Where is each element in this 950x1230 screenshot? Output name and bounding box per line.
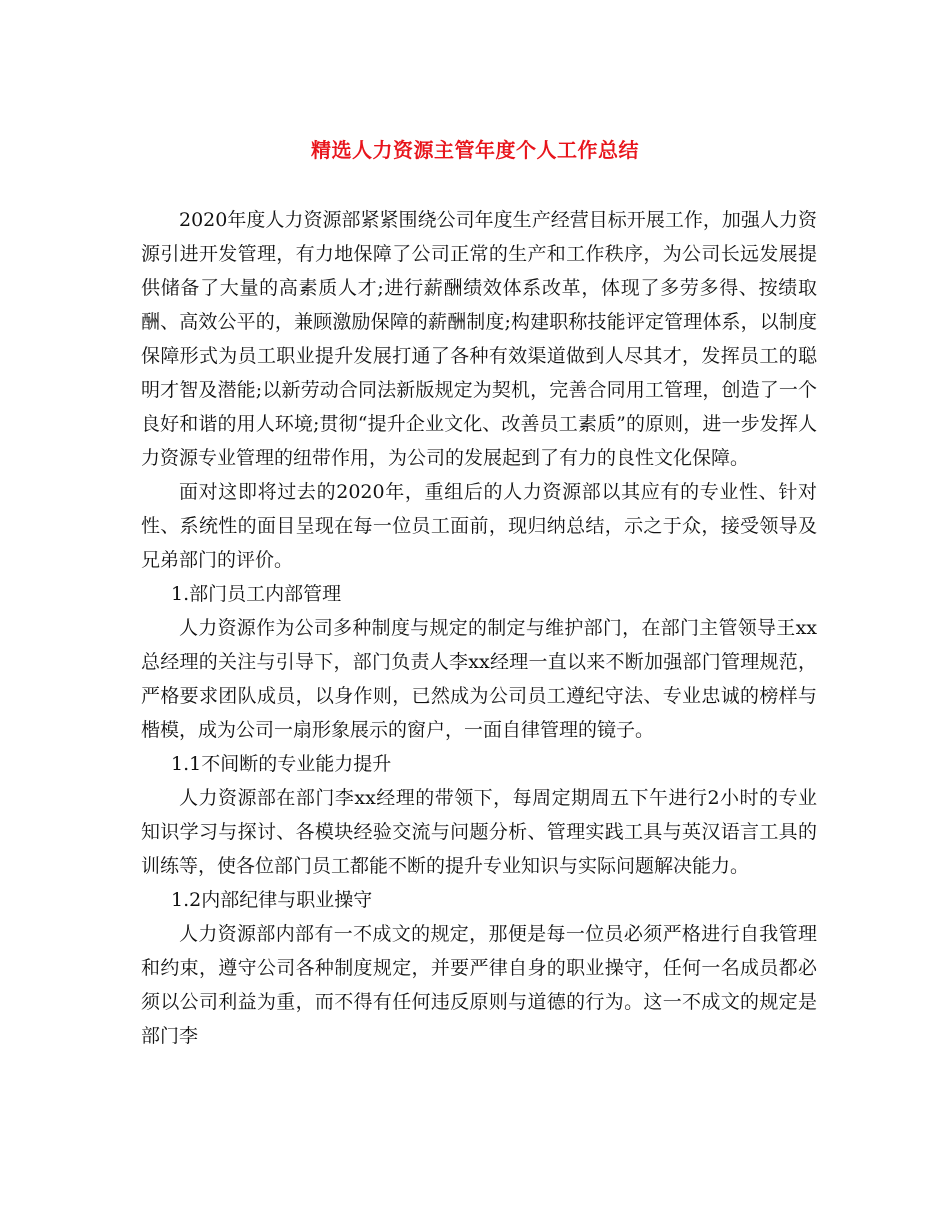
document-body — [141, 203, 817, 1053]
document-title: 精选人力资源主管年度个人工作总结 — [311, 138, 639, 162]
section-heading-1: 1.部门员工内部管理 — [171, 583, 342, 605]
paragraph-section-1-2: 人力资源部内部有一不成文的规定，那便是每一位员必须严格进行自我管理和约束，遵守公司各种制度规定，并要严律自身的职业操守，任何一名成员都必须以公司利益为重，而不得有任何违反原则与道德的行为。这一不成文的规定是部门李 — [141, 923, 817, 1047]
paragraph-summary: 面对这即将过去的2020年，重组后的人力资源部以其应有的专业性、针对性、系统性的面目呈现在每一位员工面前，现归纳总结，示之于众，接受领导及兄弟部门的评价。 — [141, 481, 817, 571]
paragraph-intro: 2020年度人力资源部紧紧围绕公司年度生产经营目标开展工作，加强人力资源引进开发管理，有力地保障了公司正常的生产和工作秩序，为公司长远发展提供储备了大量的高素质人才;进行薪酬绩效体系改革，体现了多劳多得、按绩取酬、高效公平的，兼顾激励保障的薪酬制度;构建职称技能评定管理体系，以制度保障形式为员工职业提升发展打通了各种有效渠道做到人尽其才，发挥员工的聪明才智及潜能;以新劳动合同法新版规定为契机，完善合同用工管理，创造了一个良好和谐的用人环境;贯彻“提升企业文化、改善员工素质”的原则，进一步发挥人力资源专业管理的纽带作用，为公司的发展起到了有力的良性文化保障。 — [141, 209, 817, 469]
paragraph-section-1: 人力资源作为公司多种制度与规定的制定与维护部门，在部门主管领导王xx总经理的关注与引导下，部门负责人李xx经理一直以来不断加强部门管理规范，严格要求团队成员，以身作则，已然成为公司员工遵纪守法、专业忠诚的榜样与楷模，成为公司一扇形象展示的窗户，一面自律管理的镜子。 — [141, 617, 817, 741]
section-heading-1-2: 1.2内部纪律与职业操守 — [171, 889, 373, 911]
paragraph-section-1-1: 人力资源部在部门李xx经理的带领下，每周定期周五下午进行2小时的专业知识学习与探讨、各模块经验交流与问题分析、管理实践工具与英汉语言工具的训练等，使各位部门员工都能不断的提升专业知识与实际问题解决能力。 — [141, 787, 817, 877]
section-heading-1-1: 1.1不间断的专业能力提升 — [171, 753, 392, 775]
